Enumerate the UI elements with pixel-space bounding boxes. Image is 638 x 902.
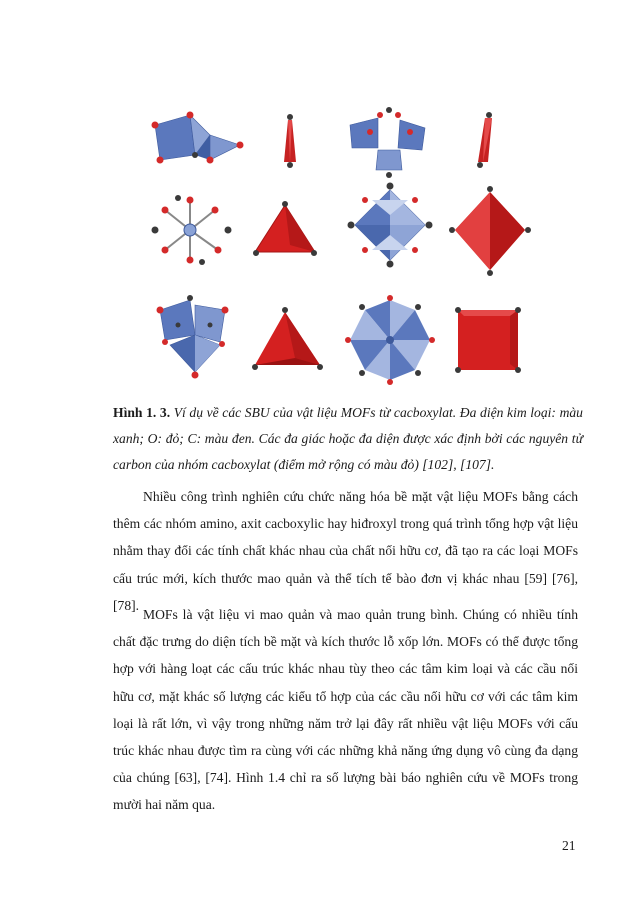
sbu-illustration <box>140 100 540 395</box>
sbu-figure <box>140 100 540 395</box>
sbu-ring-chain <box>350 107 425 178</box>
figure-caption <box>113 400 583 478</box>
sbu-cluster-ball <box>152 195 232 265</box>
paragraph-2: MOFs là vật liệu vi mao quản và mao quản trung bình. Chúng có nhiều tính chất đặc trưng do diện tích bề mặt và kích thước lỗ xốp lớn. MOFs có thể được tổng hợp với hàng loạt các cấu trúc khác nhau tùy theo các tâm kim loại và các cầu nối hữu cơ, mặt khác số lượng các kiểu tổ hợp của các cầu nối hữu cơ với các tâm kim loại là rất lớn, vì vậy trong những năm trở lại đây rất nhiều vật liệu MOFs với cấu trúc khác nhau được tìm ra cùng với các những khả năng ứng dụng vô cùng đa dạng của chúng [63], [74]. Hình 1.4 chỉ ra số lượng bài báo nghiên cứu về MOFs trong mười hai năm qua. <box>113 607 578 813</box>
figure-caption-text: Ví dụ về các SBU của vật liệu MOFs từ cacboxylat. Đa diện kim loại: màu xanh; O: đỏ; C: màu đen. Các đa giác hoặc đa diện được xác định bởi các nguyên tử carbon của nhóm cacboxylat (điểm mở rộng có màu đỏ) [102], [107]. <box>113 405 583 472</box>
page-number: 21 <box>562 838 576 853</box>
sbu-linear-rod <box>284 114 296 168</box>
sbu-triangle-shape-3d <box>252 307 323 370</box>
sbu-octahedral-cluster <box>348 183 433 268</box>
sbu-paddlewheel-pair <box>152 112 244 164</box>
sbu-octahedron-shape <box>449 186 531 276</box>
sbu-linear-rod-2 <box>477 112 492 168</box>
sbu-triangle-shape <box>253 201 317 256</box>
paragraph-1: Nhiều công trình nghiên cứu chức năng hóa bề mặt vật liệu MOFs bằng cách thêm các nhóm amino, axit cacboxylic hay hiđroxyl trong quá trình tổng hợp vật liệu nhằm thay đổi các tính chất khác nhau của chất nối hữu cơ, đã tạo ra các loại MOFs cấu trúc mới, kích thước mao quản và thể tích tế bào đơn vị khác nhau [59] [76], [78]. <box>113 489 578 613</box>
figure-label: Hình 1. 3. <box>113 405 171 420</box>
sbu-triangular-cluster <box>157 295 229 379</box>
sbu-square-shape <box>455 307 521 373</box>
sbu-square-cluster <box>345 295 435 385</box>
